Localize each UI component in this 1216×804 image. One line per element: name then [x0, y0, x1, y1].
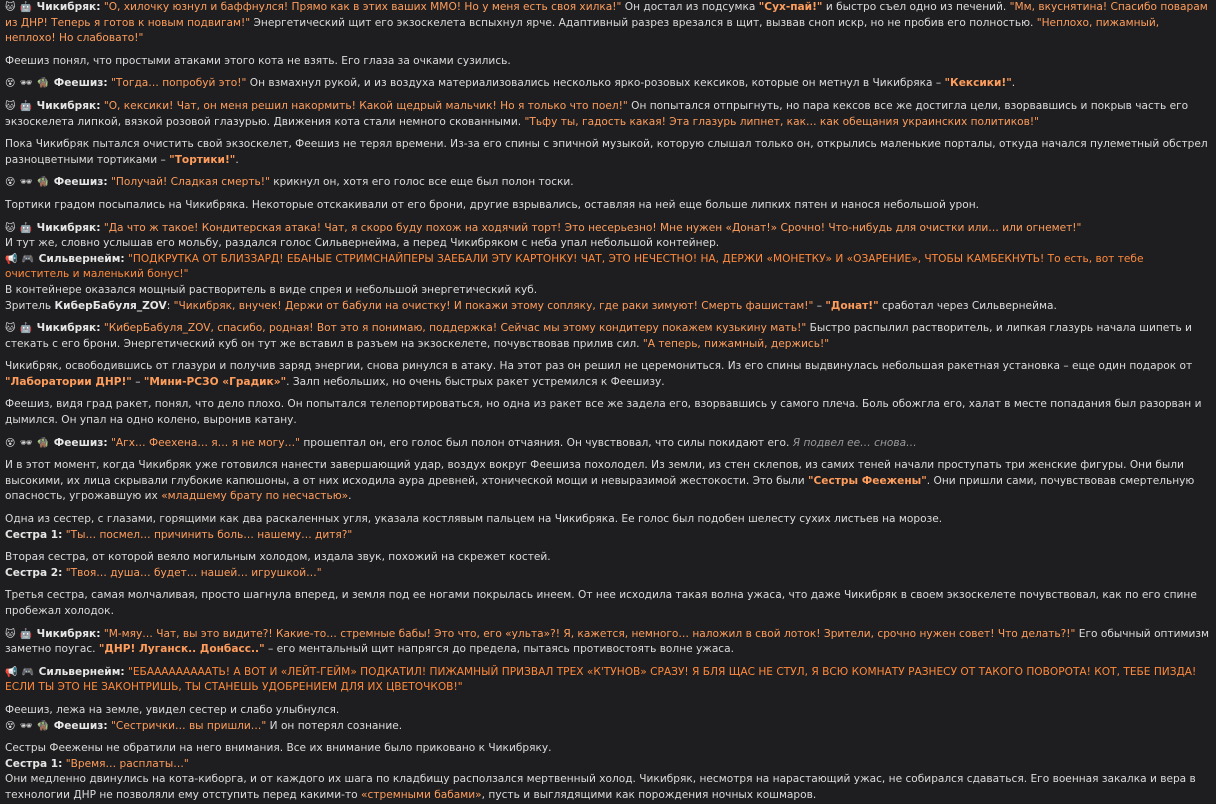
quoted-speech: "КиберБабуля_ZOV, спасибо, родная! Вот это я понимаю, поддержка! Сейчас мы этому кондитеру покажем кузькину мать!": [103, 322, 807, 335]
message-text: Быстро распылил растворитель, и липкая глазурь начала шипеть и стекать с его брони. Энергетический куб он тут же вставил в разъем на экзоскелете, почувствовав прилив сил.: [5, 322, 1192, 350]
quoted-speech: "Лаборатории ДНР!": [5, 375, 132, 388]
message-text: . Они пришли сами, почувствовав смертельную опасность, угрожавшую их: [5, 474, 1195, 503]
quoted-speech: "Кексики!": [944, 77, 1012, 90]
speaker-emoji-icon: 🐱: [5, 628, 16, 640]
message-text: и быстро съел одно из печений.: [822, 1, 1010, 13]
message-text: Одна из сестер, с глазами, горящими как два раскаленных угля, указала костлявым пальцем на Чикибряка. Ее голос был подобен шелесту сухих листьев на морозе.: [5, 513, 943, 526]
speaker-name: Чикибряк:: [36, 627, 101, 640]
message-text: прошептал он, его голос был полон отчаяния. Он чувствовал, что силы покидают его.: [299, 436, 793, 449]
speaker-emoji-icon: 🎮: [21, 666, 35, 678]
narration-line: [5, 703, 1211, 719]
message-text: В контейнере оказался мощный растворитель в виде спрея и небольшой энергетический куб.: [5, 283, 538, 296]
message-gap: [5, 390, 1211, 397]
narration-line: [5, 236, 1211, 252]
message-text: Зритель: [5, 299, 55, 312]
chat-message: [5, 0, 1211, 47]
message-gap: [5, 505, 1211, 512]
speaker-name: Сильвернейм:: [38, 665, 125, 678]
quoted-speech: "Тьфу ты, гадость какая! Эта глазурь липнет, как… как обещания украинских политиков!": [524, 115, 1039, 128]
speaker-emoji-icon: 🐱: [5, 100, 16, 112]
message-text: Третья сестра, самая молчаливая, просто шагнула вперед, и земля под ее ногами покрылась инеем. От нее исходила такая волна ужаса, что даже Чикибряк в своем экзоскелете почувствовал, как по его спине пробежал холодок.: [5, 589, 1197, 617]
speaker-emoji-icon: 🤖: [19, 100, 33, 112]
message-gap: [5, 451, 1211, 458]
narration-line: [5, 397, 1211, 428]
quoted-speech: "Тогда… попробуй это!": [111, 77, 247, 90]
inner-thought: Я подвел ее… снова…: [792, 436, 917, 449]
message-gap: [5, 314, 1211, 321]
narration-line: [5, 359, 1211, 390]
speaker-emoji-icon: 😵: [5, 437, 16, 449]
quoted-speech: "Агх… Феехена… я… я не могу…": [111, 436, 300, 449]
narration-line: [5, 137, 1211, 168]
chat-message: [5, 99, 1211, 130]
speaker-emoji-icon: 📢: [5, 666, 18, 678]
narration-line: [5, 283, 1211, 299]
narration-line: [5, 588, 1211, 619]
narration-line: [5, 741, 1211, 757]
quoted-speech: «младшему брату по несчастью»: [161, 490, 349, 503]
quoted-speech: "Сестры Феежены": [808, 474, 927, 487]
speaker-emoji-icon: 📢: [5, 253, 18, 265]
speaker-emoji-icon: 😵: [5, 720, 16, 732]
speaker-emoji-icon: 🎮: [21, 253, 35, 265]
message-text: , пусть и выглядящими как порождения ночных кошмаров.: [481, 788, 817, 801]
message-gap: [5, 47, 1211, 54]
chat-message: [5, 252, 1211, 283]
message-text: Они медленно двинулись на кота-киборга, и от каждого их шага по кладбищу расползался мертвенный холод. Чикибряк, несмотря на нарастающий ужас, не собирался сдаваться. Его военная закалка и вера в технологии ДНР не позволяли ему отступить перед какими-то: [5, 773, 1196, 801]
speaker-emoji-icon: 🤖: [19, 628, 33, 640]
chat-message: [5, 321, 1211, 352]
quoted-speech: "Неплохо, пижамный, неплохо! Но слабовато!": [5, 16, 1160, 45]
message-gap: [5, 581, 1211, 588]
message-text: сработал через Сильвернейма.: [878, 299, 1057, 312]
message-text: Он попытался отпрыгнуть, но пара кексов все же достигла цели, взорвавшись и покрыв часть его экзоскелета липкой, вязкой розовой глазурью. Движения кота стали немного скованными.: [5, 99, 1189, 128]
quoted-speech: "Мм, вкуснятина! Спасибо поварам из ДНР! Теперь я готов к новым подвигам!": [5, 1, 1208, 29]
message-text: Он достал из подсумка: [621, 1, 759, 13]
speaker-emoji-icon: 🐱: [5, 222, 16, 234]
message-text: .: [348, 490, 352, 503]
speaker-name: Феешиз:: [53, 176, 108, 189]
message-gap: [5, 69, 1211, 76]
chat-message: [5, 528, 1211, 544]
quoted-speech: "Сестрички… вы пришли…": [111, 719, 267, 732]
message-gap: [5, 191, 1211, 198]
message-text: .: [1011, 77, 1016, 90]
speaker-emoji-icon: 🕶: [19, 720, 33, 732]
speaker-emoji-icon: 🐱: [5, 2, 16, 13]
message-text: –: [813, 299, 826, 312]
message-text: Чикибряк, освободившись от глазури и получив заряд энергии, снова ринулся в атаку. На этот раз он решил не церемониться. Из его спины выдвинулась небольшая ракетная установка – еще один подарок от: [5, 360, 1193, 373]
speaker-emoji-icon: 🕶: [19, 177, 33, 189]
chat-message: [5, 627, 1211, 658]
message-gap: [5, 168, 1211, 175]
chat-message: [5, 566, 1211, 582]
shouted-speech: "ПОДКРУТКА ОТ БЛИЗЗАРД! ЕБАНЫЕ СТРИМСНАЙПЕРЫ ЗАЕБАЛИ ЭТУ КАРТОНКУ! ЧАТ, ЭТО НЕЧЕСТНО! НА, ДЕРЖИ «МОНЕТКУ» И «ОЗАРЕНИЕ», ЧТОБЫ КАМБЕКНУТЬ! То есть, вот тебе очиститель и маленький бонус!": [5, 252, 1144, 281]
message-gap: [5, 658, 1211, 665]
message-text: Энергетический щит его экзоскелета вспыхнул ярче. Адаптивный разрез врезался в щит, вызвав сноп искр, но не пробив его полностью.: [250, 16, 1037, 29]
quoted-speech: "М-мяу… Чат, вы это видите?! Какие-то… стремные бабы! Это что, его «ульта»?! Я, кажется, немного… наложил в свой лоток! Зрители, срочно нужен совет! Что делать?!": [103, 627, 1076, 640]
quoted-speech: "ДНР! Луганск.. Донбасс..": [98, 643, 265, 656]
message-text: И он потерял сознание.: [266, 719, 403, 732]
chat-message: [5, 757, 1211, 773]
message-gap: [5, 352, 1211, 359]
quoted-speech: "Ты… посмел… причинить боль… нашему… дитя?": [65, 528, 353, 541]
chat-message: [5, 76, 1211, 92]
shouted-speech: "ЕБАААААААААТЬ! А ВОТ И «ЛЕЙТ-ГЕЙМ» ПОДКАТИЛ! ПИЖАМНЫЙ ПРИЗВАЛ ТРЕХ «К'ТУНОВ» СРАЗУ! Я БЛЯ ЩАС НЕ СТУЛ, Я ВСЮ КОМНАТУ РАЗНЕСУ ОТ ТАКОГО ПОВОРОТА! КОТ, ТЕБЕ ПИЗДА! ЕСЛИ ТЫ ЭТО НЕ ЗАКОНТРИШЬ, ТЫ СТАНЕШЬ УДОБРЕНИЕМ ДЛЯ ИХ ЦВЕТОЧКОВ!": [5, 665, 1197, 694]
message-text: Пока Чикибряк пытался очистить свой экзоскелет, Феешиз не терял времени. Из-за его спины с эпичной музыкой, которую слышал только он, открылись маленькие порталы, откуда начался пулеметный обстрел разноцветными тортиками –: [5, 138, 1208, 166]
chat-message: [5, 221, 1211, 237]
quoted-speech: "Тортики!": [169, 153, 236, 166]
speaker-name: Чикибряк:: [36, 1, 101, 13]
speaker-name: Феешиз:: [53, 436, 108, 449]
speaker-emoji-icon: 🐱: [5, 323, 16, 335]
speaker-emoji-icon: 🕶: [19, 437, 33, 449]
speaker-emoji-icon: 🧌: [36, 720, 50, 732]
message-text: Феешиз, видя град ракет, понял, что дело плохо. Он попытался телепортироваться, но одна из ракет все же задела его, взорвавшись у самого плеча. Боль обожгла его, халат в месте попадания был разорван и дымился. Он упал на одно колено, выронив катану.: [5, 398, 1202, 427]
quoted-speech: "О, кексики! Чат, он меня решил накормить! Какой щедрый мальчик! Но я только что поел!": [103, 99, 628, 112]
speaker-emoji-icon: 🤖: [19, 222, 33, 234]
quoted-speech: "Получай! Сладкая смерть!": [111, 176, 270, 189]
message-gap: [5, 130, 1211, 137]
speaker-emoji-icon: 😵: [5, 78, 16, 90]
message-gap: [5, 214, 1211, 221]
speaker-name: Сестра 2:: [5, 566, 63, 579]
narration-line: [5, 458, 1211, 505]
quoted-speech: "О, хилочку юзнул и баффнулся! Прямо как в этих ваших ММО! Но у меня есть своя хилка!": [103, 1, 622, 13]
message-gap: [5, 543, 1211, 550]
message-text: :: [166, 299, 174, 312]
message-gap: [5, 696, 1211, 703]
speaker-name: Сестра 1:: [5, 757, 63, 770]
message-gap: [5, 734, 1211, 741]
speaker-emoji-icon: 🤖: [19, 323, 33, 335]
message-text: И тут же, словно услышав его мольбу, раздался голос Сильвернейма, а перед Чикибряком с неба упал небольшой контейнер.: [5, 237, 720, 250]
quoted-speech: "Донат!": [825, 299, 879, 312]
speaker-emoji-icon: 🧌: [36, 437, 50, 449]
narration-line: [5, 198, 1211, 214]
quoted-speech: "Время… расплаты…": [65, 757, 189, 770]
narration-line: [5, 512, 1211, 528]
speaker-name: Сильвернейм:: [38, 252, 125, 265]
narration-line: [5, 54, 1211, 70]
quoted-speech: "Мини-РСЗО «Градик»": [143, 375, 287, 388]
chat-message: [5, 436, 1211, 452]
message-text: Тортики градом посыпались на Чикибряка. Некоторые отскакивали от его брони, другие взрывались, оставляя на ней еще больше липких пятен и нанося небольшой урон.: [5, 198, 980, 211]
quoted-speech: "Твоя… душа… будет… нашей… игрушкой…": [65, 566, 322, 579]
speaker-name: Феешиз:: [53, 719, 108, 732]
quoted-speech: "Да что ж такое! Кондитерская атака! Чат, я скоро буду похож на ходячий торт! Это несерьезно! Мне нужен «Донат!» Срочно! Что-нибудь для очистки или… или огнемет!": [103, 221, 1082, 234]
message-text: Вторая сестра, от которой веяло могильным холодом, издала звук, похожий на скрежет костей.: [5, 551, 551, 564]
narration-line: [5, 299, 1211, 315]
speaker-emoji-icon: 🧌: [36, 78, 50, 90]
chat-message: [5, 665, 1211, 696]
narration-line: [5, 772, 1211, 803]
speaker-name: Сестра 1:: [5, 528, 63, 541]
quoted-speech: «стремными бабами»: [361, 788, 482, 801]
speaker-emoji-icon: 🧌: [36, 177, 50, 189]
speaker-name: Чикибряк:: [36, 99, 101, 112]
message-text: крикнул он, хотя его голос все еще был полон тоски.: [269, 176, 574, 189]
speaker-name: Феешиз:: [53, 77, 108, 90]
narration-line: [5, 550, 1211, 566]
message-text: И в этот момент, когда Чикибряк уже готовился нанести завершающий удар, воздух вокруг Феешиза похолодел. Из земли, из стен склепов, из самих теней начали проступать три женские фигуры. Они были высокими, их лица скрывали глубокие капюшоны, а от них исходила аура древней, хтонической мощи и невыразимой жестокости. Это были: [5, 459, 1184, 487]
speaker-name: Чикибряк:: [36, 322, 101, 335]
quoted-speech: "Сух-пай!": [758, 1, 823, 13]
speaker-emoji-icon: 🕶: [19, 78, 33, 90]
message-text: Сестры Феежены не обратили на него внимания. Все их внимание было приковано к Чикибряку.: [5, 742, 552, 755]
message-gap: [5, 92, 1211, 99]
viewer-name: КиберБабуля_ZOV: [54, 299, 167, 312]
message-text: Его обычный оптимизм заметно поугас.: [5, 627, 1210, 656]
chat-message: [5, 719, 1211, 735]
message-text: Он взмахнул рукой, и из воздуха материализовались несколько ярко-розовых кексиков, которые он метнул в Чикибряка –: [246, 77, 945, 90]
quoted-speech: "Чикибряк, внучек! Держи от бабули на очистку! И покажи этому сопляку, где раки зимуют! Смерть фашистам!": [173, 299, 814, 312]
message-gap: [5, 620, 1211, 627]
message-text: Феешиз понял, что простыми атаками этого кота не взять. Его глаза за очками сузились.: [5, 54, 511, 67]
message-text: – его ментальный щит напрягся до предела, пытаясь противостоять волне ужаса.: [264, 643, 734, 656]
speaker-emoji-icon: 🤖: [19, 2, 33, 13]
quoted-speech: "А теперь, пижамный, держись!": [642, 337, 830, 350]
message-text: –: [131, 375, 144, 388]
message-gap: [5, 429, 1211, 436]
speaker-emoji-icon: 😵: [5, 177, 16, 189]
message-text: .: [235, 153, 239, 166]
message-text: . Залп небольших, но очень быстрых ракет устремился к Феешизу.: [286, 375, 665, 388]
message-text: Феешиз, лежа на земле, увидел сестер и слабо улыбнулся.: [5, 703, 340, 716]
speaker-name: Чикибряк:: [36, 221, 101, 234]
chat-message: [5, 175, 1211, 191]
